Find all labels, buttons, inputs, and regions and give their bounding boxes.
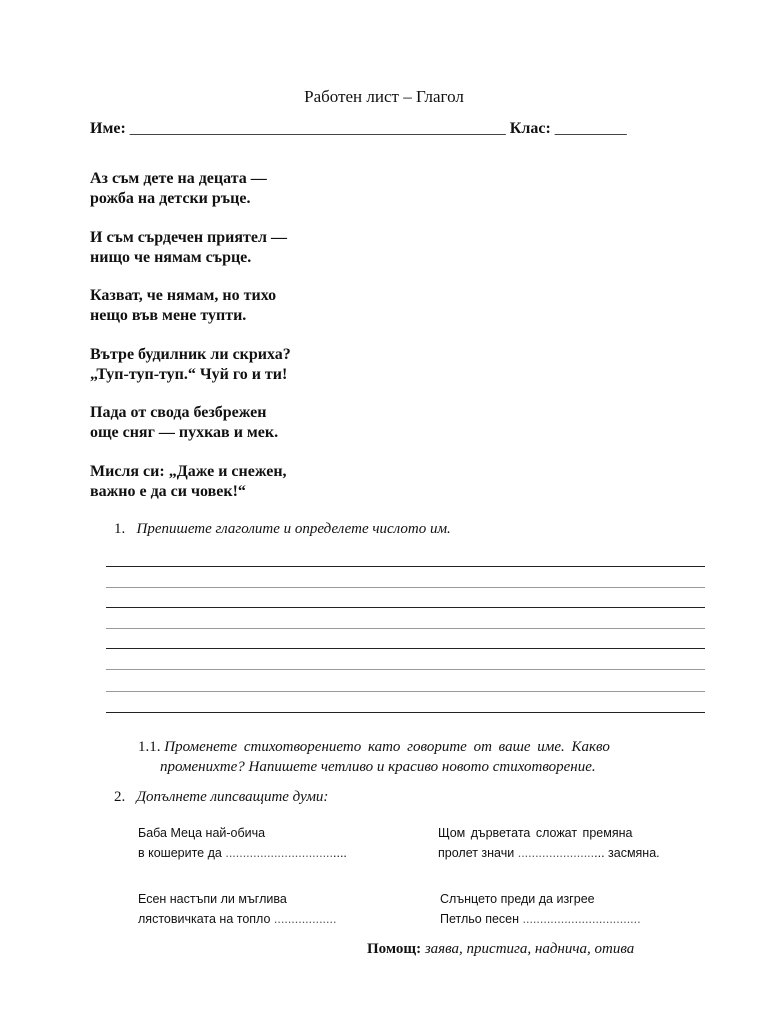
fill-in-blank[interactable]: .................................. (522, 912, 641, 926)
task-1-1-line-1: Променете стихотворението като говорите от ваше име. Какво (164, 739, 610, 755)
fill-in-blank[interactable]: ...................... (517, 846, 595, 860)
name-blank: _______________________________________________ (129, 120, 506, 137)
poem-line: Пада от свода безбрежен (90, 404, 267, 421)
task-2 (114, 789, 328, 806)
fill-in-suffix: ... засмяна (594, 846, 657, 860)
help-line (367, 941, 634, 958)
poem-line: Мисля си: „Даже и снежен, (90, 463, 287, 480)
task-1 (114, 521, 451, 538)
class-blank: _________ (554, 120, 627, 137)
fill-in-4 (440, 889, 641, 929)
poem-stanza-5 (90, 403, 278, 443)
class-label: Клас: (509, 120, 551, 137)
help-label: Помощ: (367, 941, 422, 957)
writing-line-guide (106, 587, 705, 588)
help-words: заява, пристига, надничa, отива (424, 941, 635, 957)
fill-in-blank[interactable]: ............................... (225, 846, 334, 860)
poem-stanza-1 (90, 169, 267, 209)
name-label: Име: (90, 120, 126, 137)
writing-line[interactable] (106, 648, 705, 649)
poem-line: „Туп-туп-туп.“ Чуй го и ти! (90, 366, 288, 383)
poem-line: Вътре будилник ли скриха? (90, 346, 291, 363)
poem-stanza-3 (90, 286, 276, 326)
fill-in-line: Баба Меца най-обича (138, 826, 266, 840)
poem-line: Аз съм дете на децата — (90, 170, 267, 187)
name-class-line (90, 120, 627, 138)
writing-line[interactable] (106, 712, 705, 713)
task-2-number: 2. (114, 789, 126, 805)
poem-line: важно е да си човек!“ (90, 483, 246, 500)
poem-stanza-6 (90, 462, 287, 502)
fill-in-blank[interactable]: .................. (273, 912, 337, 926)
writing-line[interactable] (106, 566, 705, 567)
fill-in-line: Есен настъпи ли мъглива (138, 892, 287, 906)
fill-in-3 (138, 889, 336, 929)
fill-in-end: . (656, 846, 660, 860)
task-2-text: Допълнете липсващите думи: (136, 789, 329, 805)
fill-in-line: Слънцето преди да изгрее (440, 892, 595, 906)
poem-line: И съм сърдечен приятел — (90, 229, 287, 246)
task-1-text: Препишете глаголите и определете числото им. (136, 521, 451, 537)
fill-in-suffix: .... (333, 846, 347, 860)
writing-line-guide (106, 691, 705, 692)
poem-line: рожба на детски ръце. (90, 190, 251, 207)
poem-line: нещо във мене тупти. (90, 307, 247, 324)
fill-in-prefix: пролет значи (438, 846, 515, 860)
poem-stanza-4 (90, 345, 291, 385)
writing-line-guide (106, 669, 705, 670)
poem-line: Казват, че нямам, но тихо (90, 287, 277, 304)
task-1-1 (138, 737, 610, 777)
task-1-1-number: 1.1. (138, 739, 161, 755)
page-title: Работен лист – Глагол (304, 87, 464, 106)
writing-line[interactable] (106, 607, 705, 608)
writing-line-guide (106, 628, 705, 629)
task-1-number: 1. (114, 521, 126, 537)
fill-in-2 (438, 823, 660, 863)
poem-line: още сняг — пухкав и мек. (90, 424, 279, 441)
fill-in-line: Щом дърветата сложат премяна (438, 826, 633, 840)
poem-stanza-2 (90, 228, 287, 268)
fill-in-prefix: лястовичката на топло (138, 912, 271, 926)
poem-line: нищо че нямам сърце. (90, 249, 252, 266)
fill-in-prefix: в кошерите да (138, 846, 222, 860)
fill-in-prefix: Петльо песен (440, 912, 520, 926)
fill-in-1 (138, 823, 347, 863)
task-1-1-line-2: променихте? Напишете четливо и красиво новото стихотворение. (160, 759, 596, 775)
